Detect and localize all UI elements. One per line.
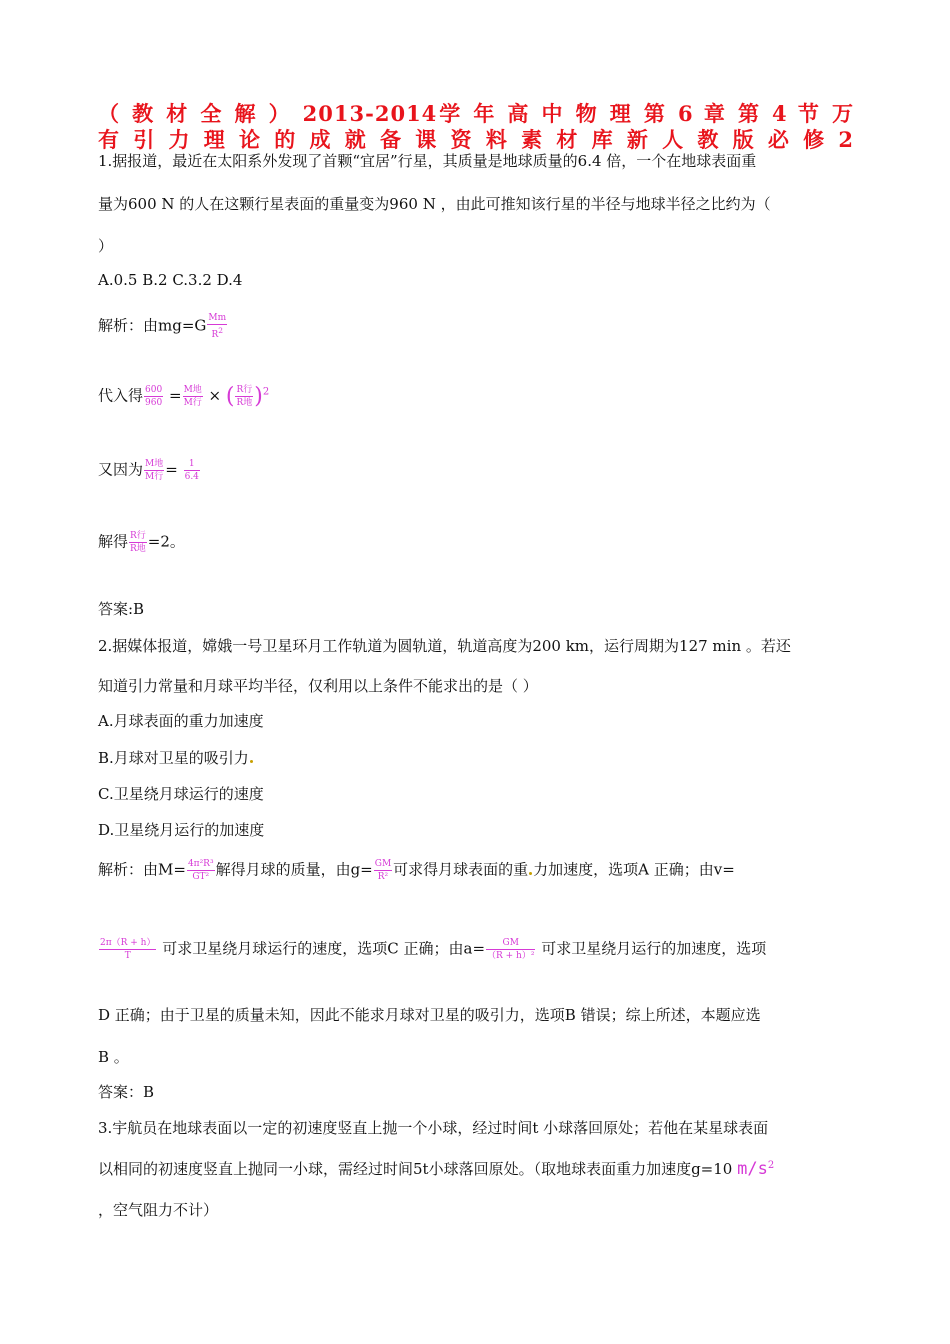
q2-answer: 答案：B: [98, 1083, 155, 1101]
mark-dot: [250, 760, 253, 763]
q3-stem-line-2: 以相同的初速度竖直上抛同一小球，需经过时间5t小球落回原处。（取地球表面重力加速度g=10 $m/s^2$: [98, 1159, 775, 1179]
q1-solution-text: 解析：由mg=G: [98, 316, 207, 335]
fraction: $\frac{\text{R行}}{\text{R地}}$: [236, 385, 253, 408]
fraction: $\frac{1}{6.4}$: [184, 459, 199, 482]
q2-option-d: D.卫星绕月运行的加速度: [98, 821, 265, 839]
fraction: $\frac{GM}{\text{R²}}$: [374, 859, 392, 882]
fraction: $\frac{\text{R行}}{\text{R地}}$: [130, 531, 146, 554]
q1-options: A.0.5 B.2 C.3.2 D.4: [98, 271, 243, 289]
q1-solution-step-2: 代入得 $\frac{600}{960}$ = $\frac{\text{M地}}{\text{M行}}$ × ( $\frac{\text{R行}}{\text{R地}}$ )$^2$: [98, 384, 270, 409]
q2-solution-line-4: B 。: [98, 1048, 129, 1066]
fraction: $\frac{2\pi(R + h)}{T}$: [100, 938, 156, 961]
fraction: $\frac{600}{960}$: [145, 385, 163, 408]
q2-stem-line-2: 知道引力常量和月球平均半径，仅利用以上条件不能求出的是（ ）: [98, 677, 538, 695]
mark-dot: [529, 872, 532, 875]
q2-solution-line-2: $\frac{2\pi(R + h)}{T}$ 可求卫星绕月球运行的速度，选项C 正确；由a= $\frac{GM}{\text{（R + h）²}}$ 可求卫星绕月运行的加速度，选项: [100, 938, 767, 961]
q2-solution-line-3: D 正确；由于卫星的质量未知，因此不能求月球对卫星的吸引力，选项B 错误；综上所述，本题应选: [98, 1006, 761, 1024]
q2-solution-line-1: 解析：由M= $\frac{\text{4π²R³}}{\text{GT²}}$ 解得月球的质量，由g= $\frac{GM}{\text{R²}}$ 可求得月球表面的重 力加速度，选项A 正确；由v=: [98, 859, 735, 882]
fraction: $\frac{GM}{\text{（R + h）²}}$: [487, 938, 535, 961]
q2-option-b: B.月球对卫星的吸引力: [98, 747, 254, 768]
q3-stem-line-1: 3.宇航员在地球表面以一定的初速度竖直上抛一个小球，经过时间t 小球落回原处；若他在某星球表面: [98, 1119, 769, 1137]
q1-solution-step-3: 又因为 $\frac{\text{M地}}{\text{M行}}$ = $\frac{1}{6.4}$: [98, 459, 199, 482]
q2-stem-line-1: 2.据媒体报道，嫦娥一号卫星环月工作轨道为圆轨道，轨道高度为200 km，运行周期为127 min 。若还: [98, 637, 791, 655]
q2-option-c: C.卫星绕月球运行的速度: [98, 785, 264, 803]
q1-stem-line-2: 量为600 N 的人在这颗行星表面的重量变为960 N ，由此可推知该行星的半径与地球半径之比约为（: [98, 195, 771, 213]
q1-solution-step-1: [98, 312, 228, 341]
q1-stem-line-3: ）: [98, 237, 114, 255]
unit-label: m/s: [737, 1159, 768, 1179]
q1-answer: 答案:B: [98, 600, 145, 618]
document-title-line-1: （ 教 材 全 解 ） 2013-2014学 年 高 中 物 理 第 6 章 第 4 节 万: [98, 101, 854, 126]
q1-stem-line-1: 1.据报道，最近在太阳系外发现了首颗“宜居”行星，其质量是地球质量的6.4 倍，一个在地球表面重: [98, 152, 757, 170]
fraction: $\frac{Mm}{R^2}$: [208, 313, 227, 340]
document-title-line-2: 有 引 力 理 论 的 成 就 备 课 资 料 素 材 库 新 人 教 版 必 修 2: [98, 127, 854, 152]
fraction: $\frac{\text{M地}}{\text{M行}}$: [183, 385, 202, 408]
q2-option-a: A.月球表面的重力加速度: [98, 712, 264, 730]
fraction: $\frac{\text{M地}}{\text{M行}}$: [145, 459, 164, 482]
fraction: $\frac{\text{4π²R³}}{\text{GT²}}$: [187, 859, 214, 882]
q1-solution-step-4: 解得 $\frac{\text{R行}}{\text{R地}}$ =2。: [98, 531, 185, 554]
q3-stem-line-3: ，空气阻力不计）: [98, 1201, 219, 1219]
